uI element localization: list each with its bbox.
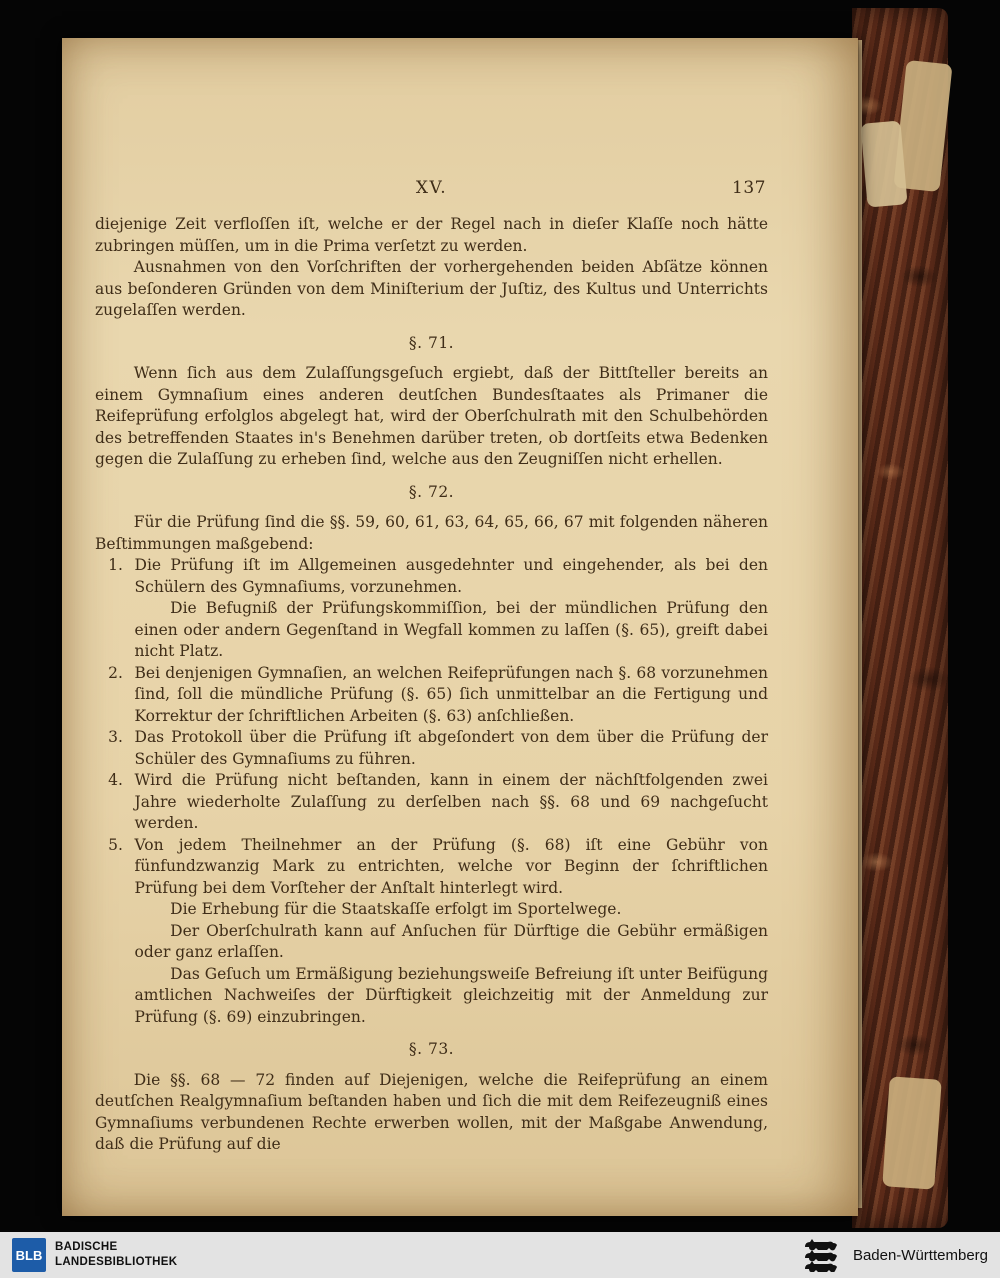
page-content [95,178,768,1156]
section-heading: §. 72. [408,482,455,501]
paragraph: Das Geſuch um Ermäßigung beziehungsweiſe Befreiung iſt unter Beifügung amtlichen Nachweiſes der Dürftigkeit gleichzeitig mit der Anmeldung zur Prüfung (§. 69) einzubringen. [134,964,768,1026]
worn-page-corner [882,1076,942,1189]
baden-wuerttemberg-coat-of-arms-icon [802,1238,844,1272]
section-heading: §. 73. [408,1040,455,1058]
list-number: 5. [108,835,123,854]
list-item [95,770,768,835]
scanned-page [62,38,858,1216]
chapter-numeral: XV. [415,178,448,198]
footer-right [802,1238,988,1272]
page-text [95,214,768,1156]
list-item [95,663,768,728]
section-heading: §. 71. [408,333,455,352]
viewer-footer-bar [0,1232,1000,1278]
list-number: 1. [108,556,123,574]
paragraph: Der Oberſchulrath kann auf Anſuchen für Dürftige die Gebühr ermäßigen oder ganz erlaſſen. [134,921,768,961]
list-item-text: Das Protokoll über die Prüfung iſt abgeſondert von dem über die Prüfung der Schüler des Gymnaſiums zu führen. [134,728,768,768]
list-item [95,555,768,598]
library-name [55,1240,177,1270]
paragraph: Die Erhebung für die Staatskaſſe erfolgt im Sportelwege. [170,900,622,918]
list-item [95,727,768,770]
list-item-text: Bei denjenigen Gymnaſien, an welchen Reifeprüfungen nach §. 68 vorzunehmen ſind, ſoll die mündliche Prüfung (§. 65) ſich unmittelbar an die Fertigung und Korrektur der ſchriftlichen Arbeiten (§. 63) anſchließen. [134,663,768,725]
library-name-line2: LANDESBIBLIOTHEK [55,1256,178,1268]
page-number: 137 [732,178,766,198]
paragraph: Für die Prüfung ſind die §§. 59, 60, 61, 63, 64, 65, 66, 67 mit folgenden näheren Beſtimmungen maßgebend: [95,513,768,553]
paragraph: Ausnahmen von den Vorſchriften der vorhergehenden beiden Abſätze können aus beſonderen Gründen von dem Miniſterium der Juſtiz, des Kultus und Unterrichts zugelaſſen werden. [95,258,768,319]
blb-logo: BLB [12,1238,46,1272]
list-item-text: Wird die Prüfung nicht beſtanden, kann in einem der nächſtfolgenden zwei Jahre wiederholte Zulaſſung zu derſelben nach §§. 68 und 69 nachgeſucht werden. [134,771,768,832]
list-number: 3. [108,728,123,746]
paragraph: Wenn ſich aus dem Zulaſſungsgeſuch ergiebt, daß der Bittſteller bereits an einem Gymnaſium eines anderen deutſchen Bundesſtaates als Primaner die Reifeprüfung erfolglos abgelegt hat, wird der Oberſchulrath mit den Schulbehörden des betreffenden Staates in's Benehmen darüber treten, ob dortſeits etwa Bedenken gegen die Zulaſſung zu erheben ſind, welche aus den Zeugniſſen nicht erhellen. [95,364,768,468]
paragraph: Die Befugniß der Prüfungskommiſſion, bei der mündlichen Prüfung den einen oder andern Gegenſtand in Wegfall kommen zu laſſen (§. 65), greift dabei nicht Platz. [134,599,768,660]
worn-page-corner [860,120,907,207]
page-header [95,178,768,198]
library-name-line1: BADISCHE [55,1241,118,1254]
list-item-text: Von jedem Theilnehmer an der Prüfung (§. 68) iſt eine Gebühr von fünfundzwanzig Mark zu entrichten, welche vor Beginn der ſchriftlichen Prüfung bei dem Vorſteher der Anſtalt hinterlegt wird. [134,835,768,897]
region-label: Baden-Württemberg [852,1246,988,1264]
list-item-text: Die Prüfung iſt im Allgemeinen ausgedehnter und eingehender, als bei den Schülern des Gymnaſiums, vorzunehmen. [134,556,768,596]
list-number: 4. [108,771,123,789]
paragraph: Die §§. 68 — 72 finden auf Diejenigen, welche die Reifeprüfung an einem deutſchen Realgymnaſium beſtanden haben und ſich die mit dem Reifezeugniß eines Gymnaſiums verbundenen Rechte erwerben wollen, mit der Maßgabe Anwendung, daß die Prüfung auf die [95,1070,768,1153]
list-number: 2. [108,663,123,682]
paragraph: diejenige Zeit verfloſſen iſt, welche er der Regel nach in dieſer Klaſſe noch hätte zubringen müſſen, um in die Prima verſetzt zu werden. [95,215,768,255]
list-item [95,835,768,900]
